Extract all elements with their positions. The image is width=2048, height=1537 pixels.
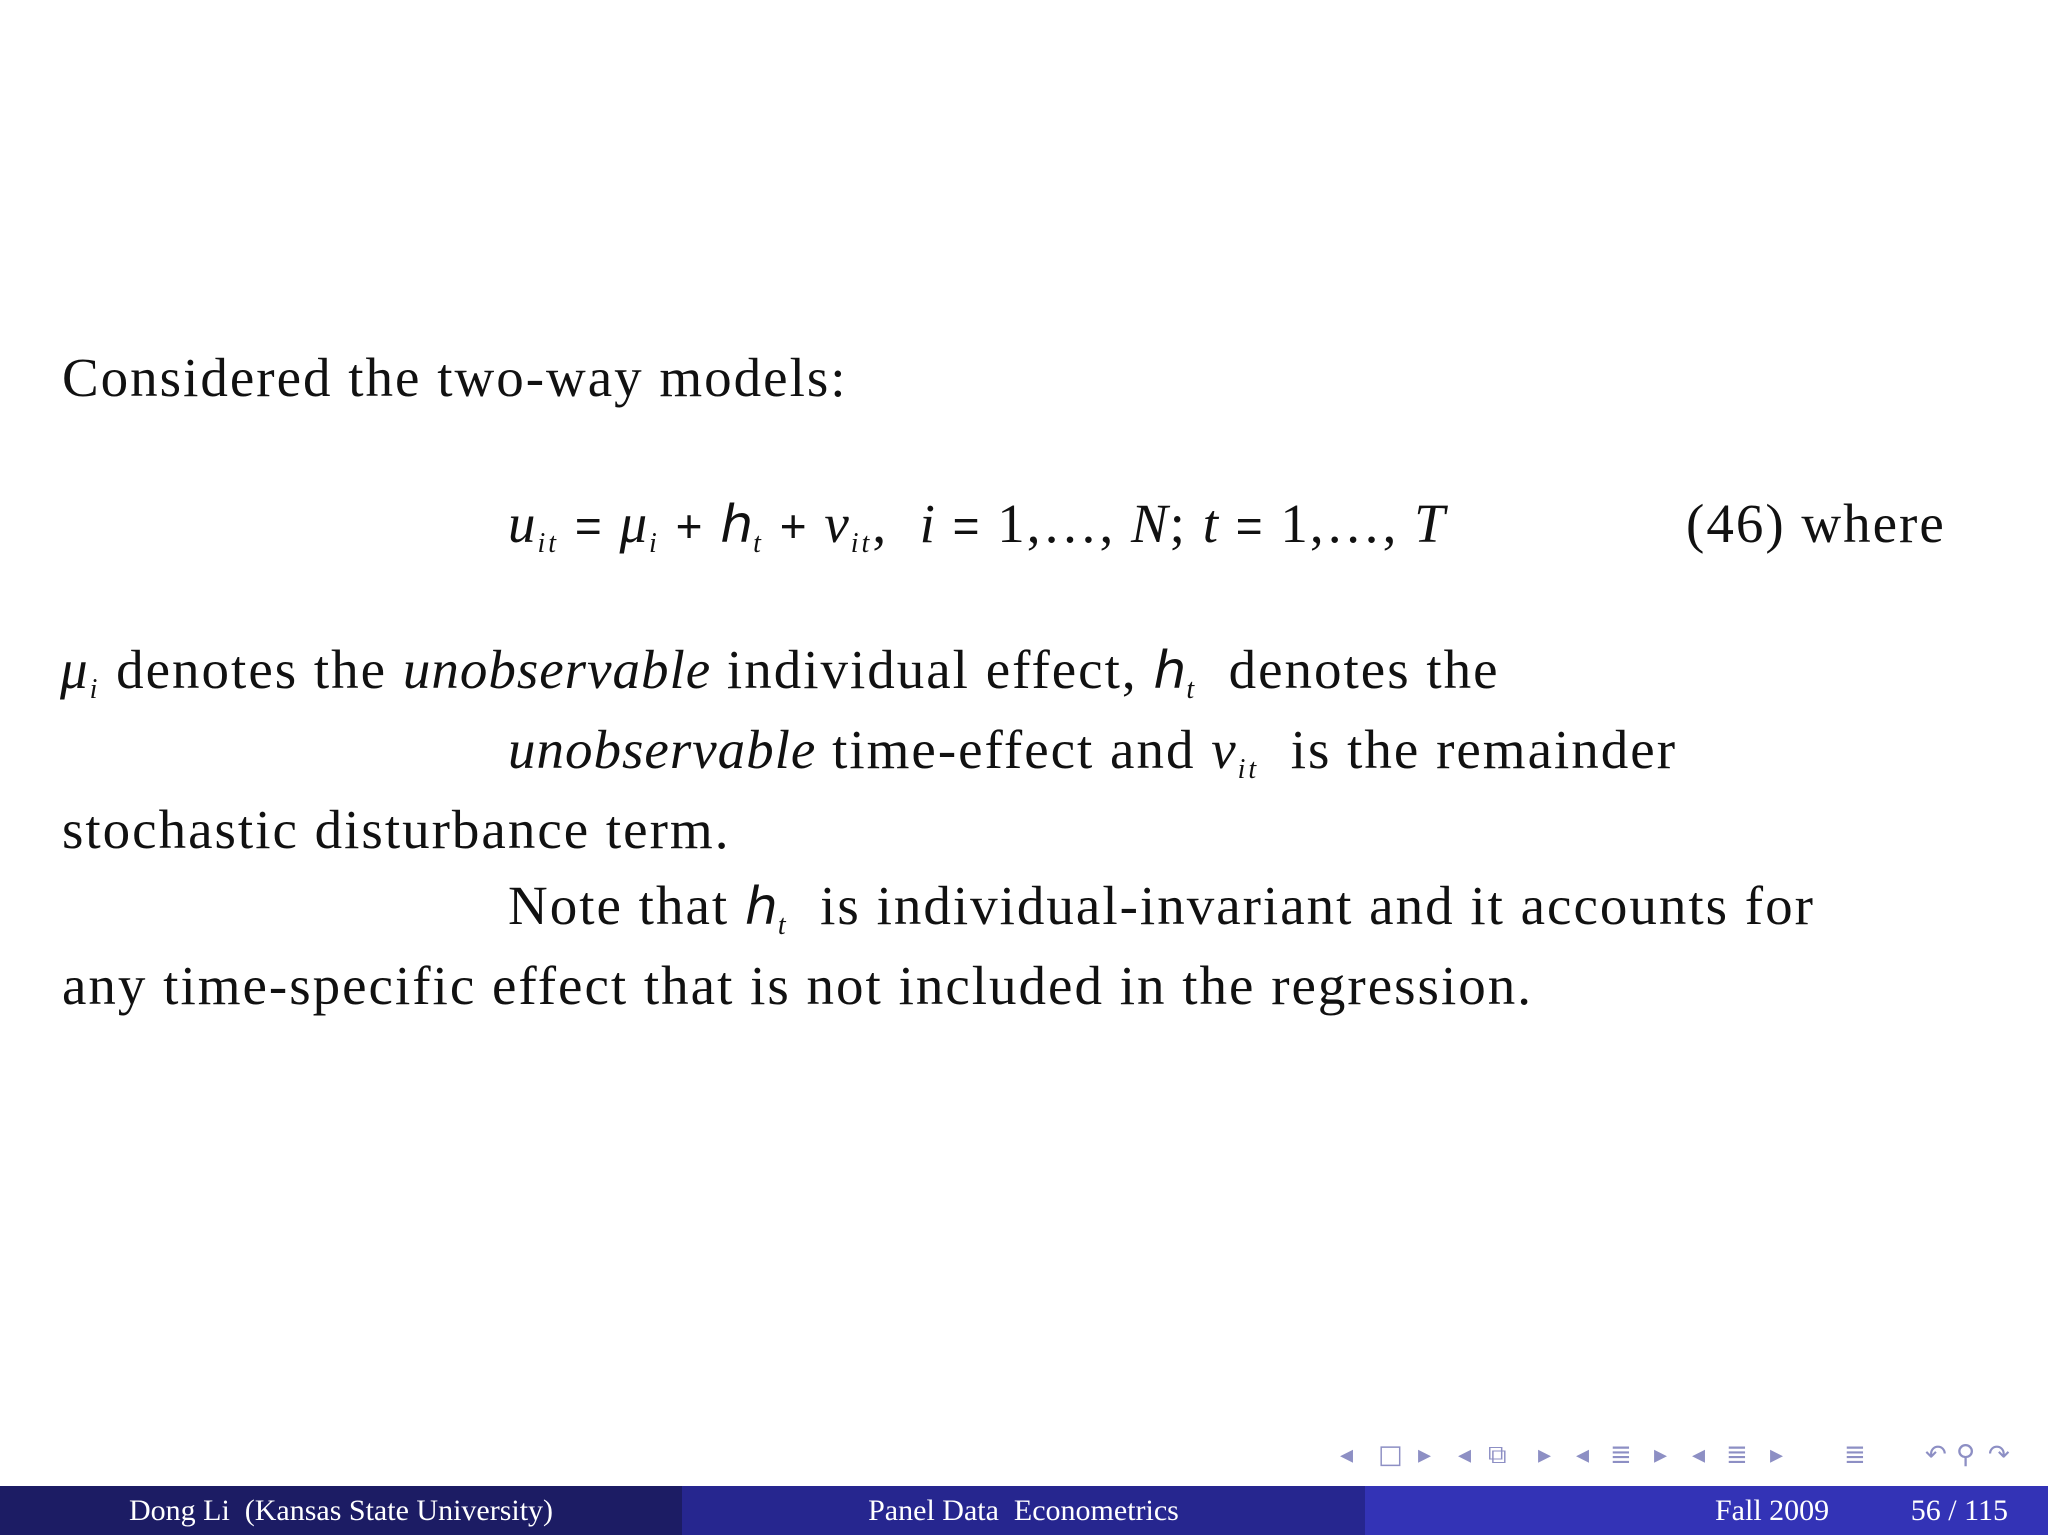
p3-text: stochastic disturbance term. xyxy=(62,799,731,860)
paragraph-line-5 xyxy=(62,955,1533,1016)
eq-plus-1: + xyxy=(675,500,705,552)
eq-N: N xyxy=(1130,493,1170,554)
footer-author-label: Dong Li (Kansas State University) xyxy=(128,1494,554,1527)
nav-subsection-left-icon[interactable]: ◂ xyxy=(1458,1440,1472,1470)
eq-i-range: 1,…, xyxy=(997,493,1116,554)
p2-v: v xyxy=(1211,719,1238,780)
nav-doc-left-icon[interactable]: ◂ xyxy=(1692,1440,1706,1470)
eq-where-label: where xyxy=(1801,493,1946,554)
paragraph-line-4 xyxy=(508,875,1815,941)
nav-frame-left-icon[interactable]: ◂ xyxy=(1340,1440,1354,1470)
p1-text-3: denotes the xyxy=(1228,639,1500,700)
eq-v-sub: it xyxy=(850,528,873,559)
eq-equals-2: = xyxy=(952,500,982,552)
eq-t-var: t xyxy=(1202,493,1220,554)
eq-v: v xyxy=(824,493,851,554)
eq-equals-3: = xyxy=(1235,500,1265,552)
p2-text-1: time-effect and xyxy=(832,719,1196,780)
nav-doc-icon[interactable]: ≣ xyxy=(1726,1440,1748,1470)
p1-text-2: individual effect, xyxy=(726,639,1138,700)
intro-label: Considered the two-way models: xyxy=(62,347,848,408)
p5-text: any time-specific effect that is not included in the regression. xyxy=(62,955,1533,1016)
footer-date-page xyxy=(1365,1486,2048,1535)
paragraph-line-2 xyxy=(508,719,1678,785)
eq-comma: , xyxy=(872,493,889,554)
eq-T: T xyxy=(1414,493,1447,554)
p1-mu-sub: i xyxy=(89,674,101,705)
eq-equals-1: = xyxy=(574,500,604,552)
equation-number xyxy=(1686,493,1946,554)
p2-v-sub: it xyxy=(1237,754,1260,785)
eq-mu: μ xyxy=(619,493,650,554)
nav-outline-icon[interactable]: ≣ xyxy=(1844,1440,1866,1470)
eq-plus-2: + xyxy=(779,500,809,552)
paragraph-line-1 xyxy=(60,639,1500,705)
eq-h-sub: t xyxy=(753,528,764,559)
intro-text xyxy=(62,347,848,408)
eq-number-label: (46) xyxy=(1686,493,1786,554)
p4-text-2: is individual-invariant and it accounts for xyxy=(820,875,1815,936)
eq-t-range: 1,…, xyxy=(1280,493,1399,554)
eq-i-var: i xyxy=(919,493,937,554)
p1-h: h xyxy=(1153,641,1187,701)
nav-subsection-icon[interactable]: ⧉ xyxy=(1488,1440,1507,1470)
nav-search-icon[interactable]: ⚲ xyxy=(1956,1440,1976,1470)
nav-frame-icon[interactable]: □ xyxy=(1378,1440,1403,1470)
nav-section-right-icon[interactable]: ▸ xyxy=(1654,1440,1668,1470)
eq-u-sub: it xyxy=(537,528,560,559)
footer-date: Fall 2009 xyxy=(1715,1494,1830,1527)
p2-text-2: is the remainder xyxy=(1290,719,1678,780)
p1-mu: μ xyxy=(60,639,90,700)
eq-h: h xyxy=(720,495,754,555)
nav-section-icon[interactable]: ≣ xyxy=(1610,1440,1632,1470)
paragraph-line-3 xyxy=(62,799,731,860)
p1-unobservable: unobservable xyxy=(402,639,712,700)
eq-u: u xyxy=(508,493,538,554)
nav-section-left-icon[interactable]: ◂ xyxy=(1576,1440,1590,1470)
footer-author xyxy=(0,1486,682,1535)
nav-doc-right-icon[interactable]: ▸ xyxy=(1770,1440,1784,1470)
footer-title-label: Panel Data Econometrics xyxy=(868,1494,1179,1527)
nav-frame-right-icon[interactable]: ▸ xyxy=(1418,1440,1432,1470)
nav-forward-icon[interactable]: ↷ xyxy=(1988,1440,2010,1470)
p4-h-sub: t xyxy=(777,910,789,941)
equation-46 xyxy=(508,493,1447,559)
p1-text-1: denotes the xyxy=(116,639,388,700)
p2-unobservable: unobservable xyxy=(508,719,817,780)
eq-mu-sub: i xyxy=(649,528,660,559)
footer-bar xyxy=(0,1486,2048,1535)
p4-text-1: Note that xyxy=(508,875,730,936)
eq-semicolon: ; xyxy=(1169,493,1187,554)
p1-h-sub: t xyxy=(1186,674,1198,705)
footer-page-number: 56 / 115 xyxy=(1910,1494,2008,1527)
nav-subsection-right-icon[interactable]: ▸ xyxy=(1538,1440,1552,1470)
beamer-navigation-bar xyxy=(1340,1440,2030,1470)
nav-back-icon[interactable]: ↶ xyxy=(1925,1440,1947,1470)
p4-h: h xyxy=(744,877,778,937)
footer-title xyxy=(682,1486,1365,1535)
